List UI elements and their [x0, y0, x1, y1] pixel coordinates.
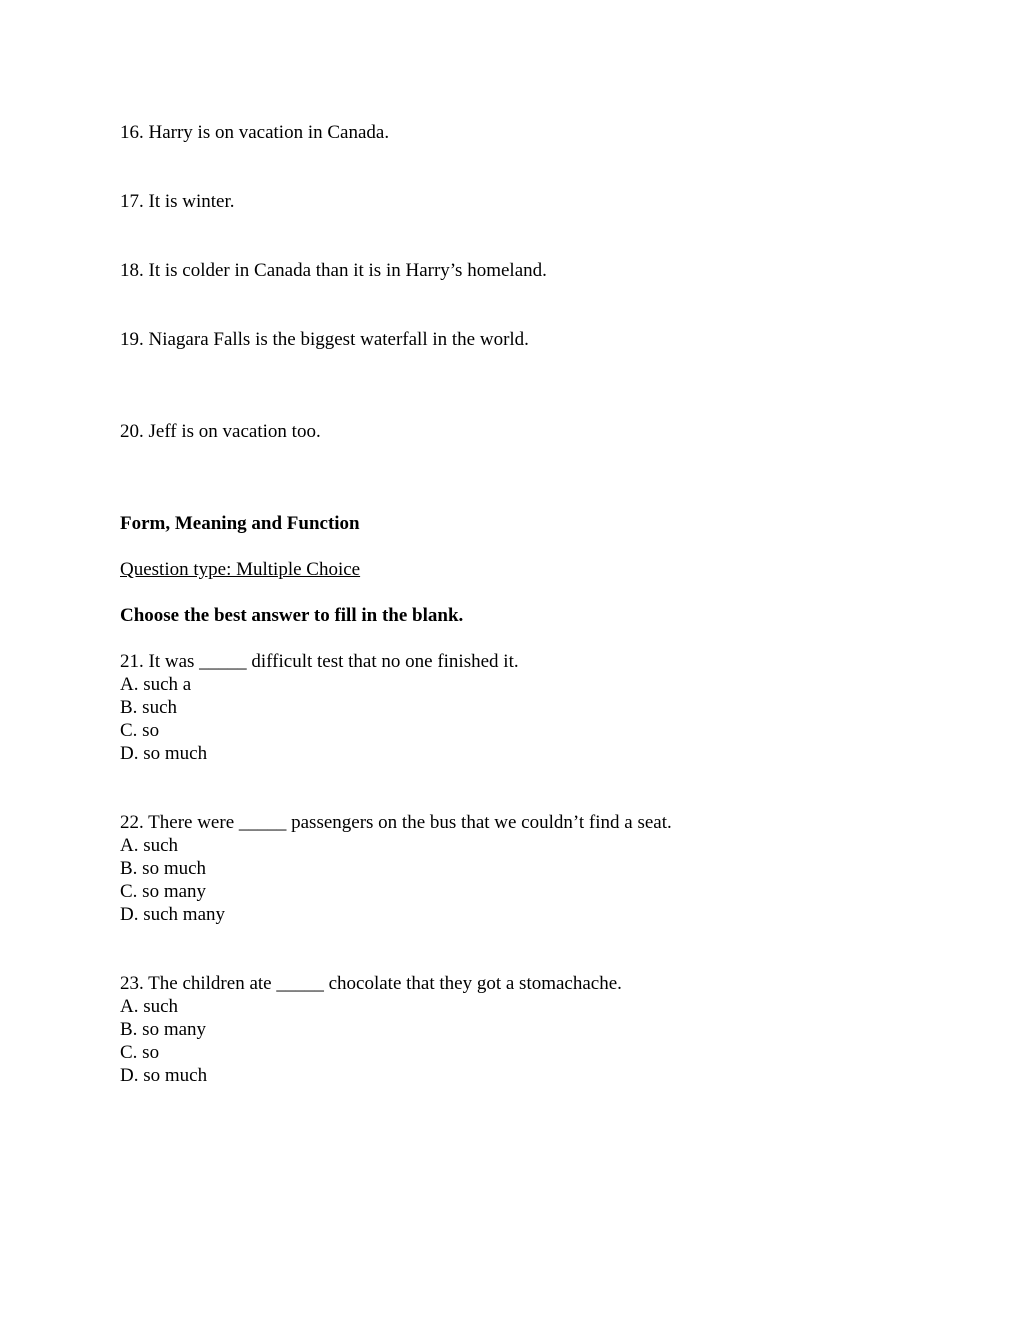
question-type-label: Question type: Multiple Choice	[120, 559, 361, 580]
question-23-option-c: C. so	[120, 1042, 160, 1063]
question-23-option-a: A. such	[120, 996, 179, 1017]
question-21-option-c: C. so	[120, 720, 160, 741]
question-23-option-b: B. so many	[120, 1019, 207, 1040]
section-heading: Form, Meaning and Function	[120, 513, 360, 534]
question-21-stem: 21. It was _____ difficult test that no one finished it.	[120, 651, 519, 672]
question-22-option-d: D. such many	[120, 904, 226, 925]
instruction: Choose the best answer to fill in the blank.	[120, 605, 464, 626]
question-23-stem: 23. The children ate _____ chocolate that they got a stomachache.	[120, 973, 622, 994]
question-22-option-b: B. so much	[120, 858, 207, 879]
statement-19: 19. Niagara Falls is the biggest waterfall in the world.	[120, 329, 529, 350]
question-23-option-d: D. so much	[120, 1065, 208, 1086]
question-21-option-a: A. such a	[120, 674, 192, 695]
statement-16: 16. Harry is on vacation in Canada.	[120, 122, 390, 143]
question-22-option-c: C. so many	[120, 881, 207, 902]
question-22-stem: 22. There were _____ passengers on the bus that we couldn’t find a seat.	[120, 812, 672, 833]
statement-20: 20. Jeff is on vacation too.	[120, 421, 321, 442]
statement-18: 18. It is colder in Canada than it is in Harry’s homeland.	[120, 260, 547, 281]
statement-17: 17. It is winter.	[120, 191, 235, 212]
question-21-option-b: B. such	[120, 697, 177, 718]
question-21-option-d: D. so much	[120, 743, 208, 764]
question-22-option-a: A. such	[120, 835, 179, 856]
